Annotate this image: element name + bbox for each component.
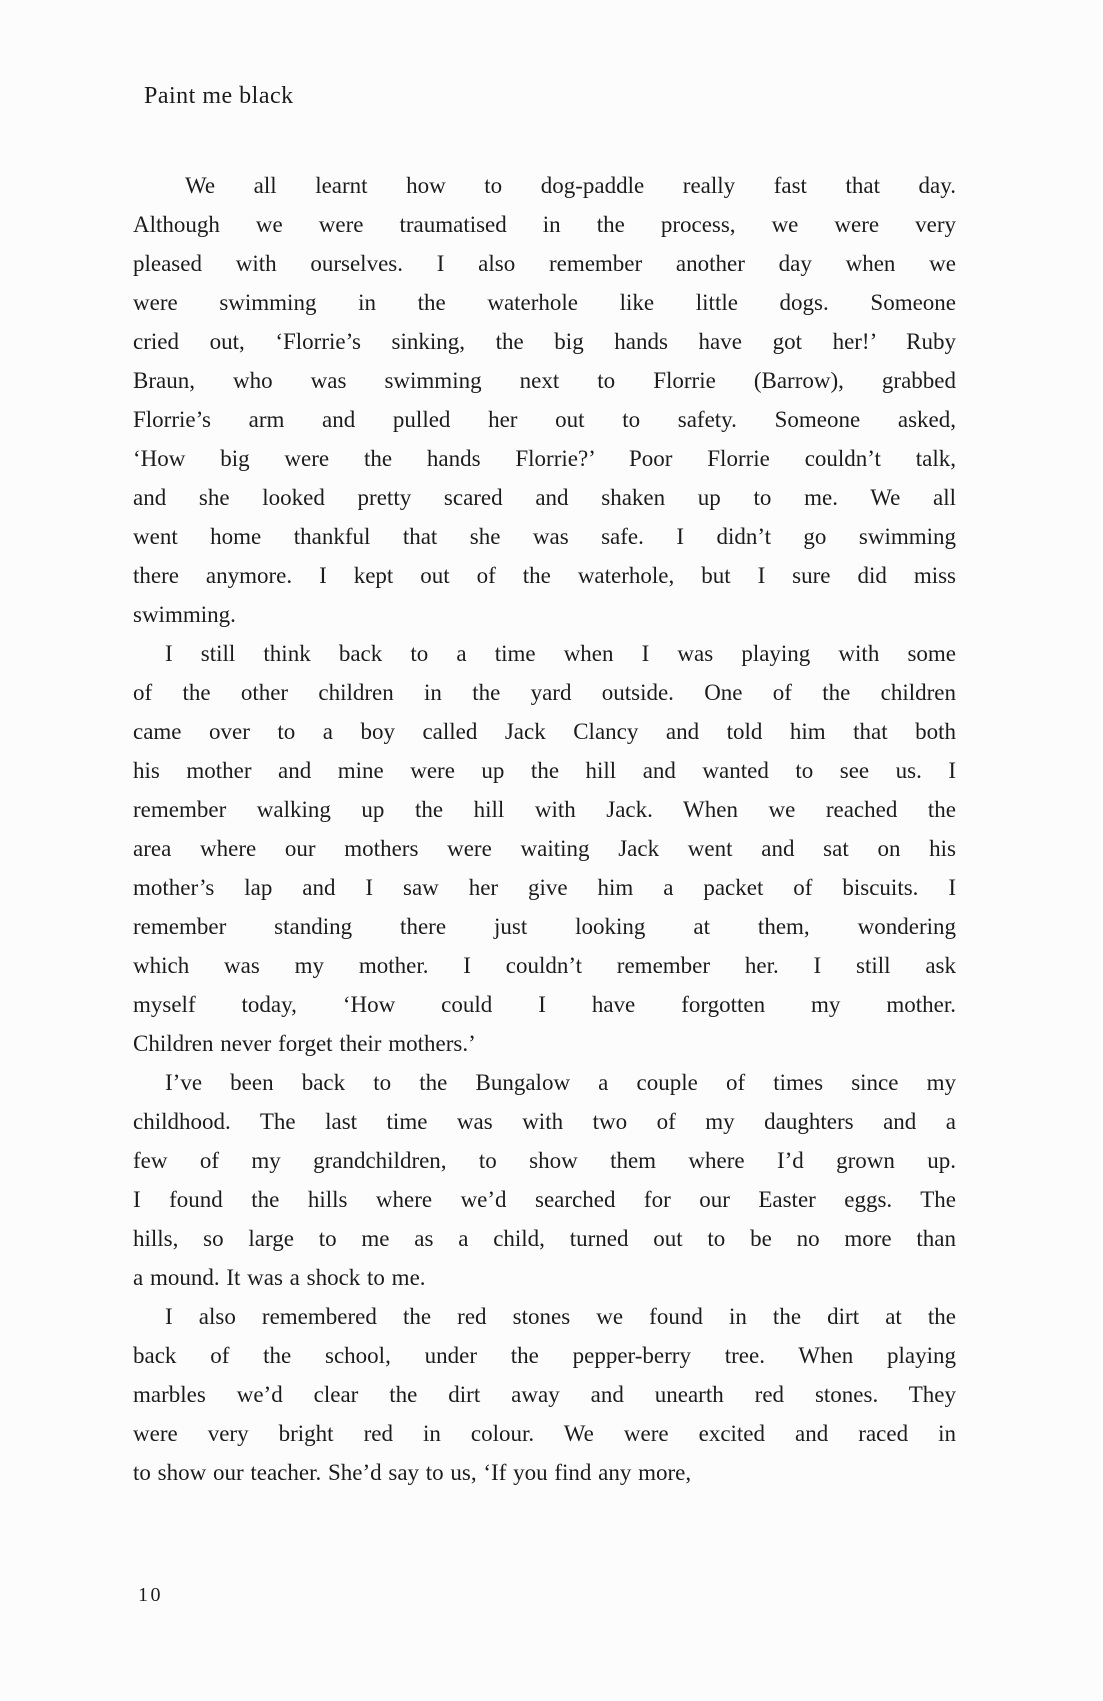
text-line: I’ve been back to the Bungalow a couple of times since my [165, 1070, 956, 1095]
page-number: 10 [138, 1584, 163, 1606]
text-line: swimming. [133, 602, 236, 627]
text-line: were swimming in the waterhole like little dogs. Someone [133, 290, 956, 315]
text-line: childhood. The last time was with two of my daughters and a [133, 1109, 956, 1134]
text-line: Although we were traumatised in the process, we were very [133, 212, 956, 237]
paragraph [133, 1063, 956, 1297]
text-line: few of my grandchildren, to show them where I’d grown up. [133, 1148, 956, 1173]
paragraph [133, 166, 956, 634]
text-line: mother’s lap and I saw her give him a packet of biscuits. I [133, 875, 956, 900]
running-header: Paint me black [144, 83, 294, 109]
text-line: I still think back to a time when I was playing with some [165, 641, 956, 666]
text-line: pleased with ourselves. I also remember another day when we [133, 251, 956, 276]
body-text [133, 166, 956, 1492]
text-line: Florrie’s arm and pulled her out to safety. Someone asked, [133, 407, 956, 432]
text-line: there anymore. I kept out of the waterhole, but I sure did miss [133, 563, 956, 588]
text-line: to show our teacher. She’d say to us, ‘If you find any more, [133, 1460, 692, 1485]
text-line: his mother and mine were up the hill and wanted to see us. I [133, 758, 956, 783]
text-line: cried out, ‘Florrie’s sinking, the big hands have got her!’ Ruby [133, 329, 956, 354]
text-line: We all learnt how to dog-paddle really fast that day. [185, 173, 956, 198]
text-line: were very bright red in colour. We were excited and raced in [133, 1421, 956, 1446]
text-line: hills, so large to me as a child, turned out to be no more than [133, 1226, 956, 1251]
text-line: of the other children in the yard outside. One of the children [133, 680, 956, 705]
text-line: Children never forget their mothers.’ [133, 1031, 476, 1056]
text-line: remember walking up the hill with Jack. When we reached the [133, 797, 956, 822]
text-line: Braun, who was swimming next to Florrie (Barrow), grabbed [133, 368, 956, 393]
text-line: which was my mother. I couldn’t remember her. I still ask [133, 953, 956, 978]
text-line: came over to a boy called Jack Clancy and told him that both [133, 719, 956, 744]
text-line: went home thankful that she was safe. I didn’t go swimming [133, 524, 956, 549]
text-line: a mound. It was a shock to me. [133, 1265, 426, 1290]
paragraph [133, 634, 956, 1063]
text-line: ‘How big were the hands Florrie?’ Poor Florrie couldn’t talk, [133, 446, 956, 471]
paragraph [133, 1297, 956, 1492]
text-line: remember standing there just looking at them, wondering [133, 914, 956, 939]
text-line: myself today, ‘How could I have forgotten my mother. [133, 992, 956, 1017]
text-line: I found the hills where we’d searched for our Easter eggs. The [133, 1187, 956, 1212]
text-line: back of the school, under the pepper-berry tree. When playing [133, 1343, 956, 1368]
text-line: I also remembered the red stones we found in the dirt at the [165, 1304, 956, 1329]
text-line: area where our mothers were waiting Jack went and sat on his [133, 836, 956, 861]
text-line: marbles we’d clear the dirt away and unearth red stones. They [133, 1382, 956, 1407]
text-line: and she looked pretty scared and shaken up to me. We all [133, 485, 956, 510]
